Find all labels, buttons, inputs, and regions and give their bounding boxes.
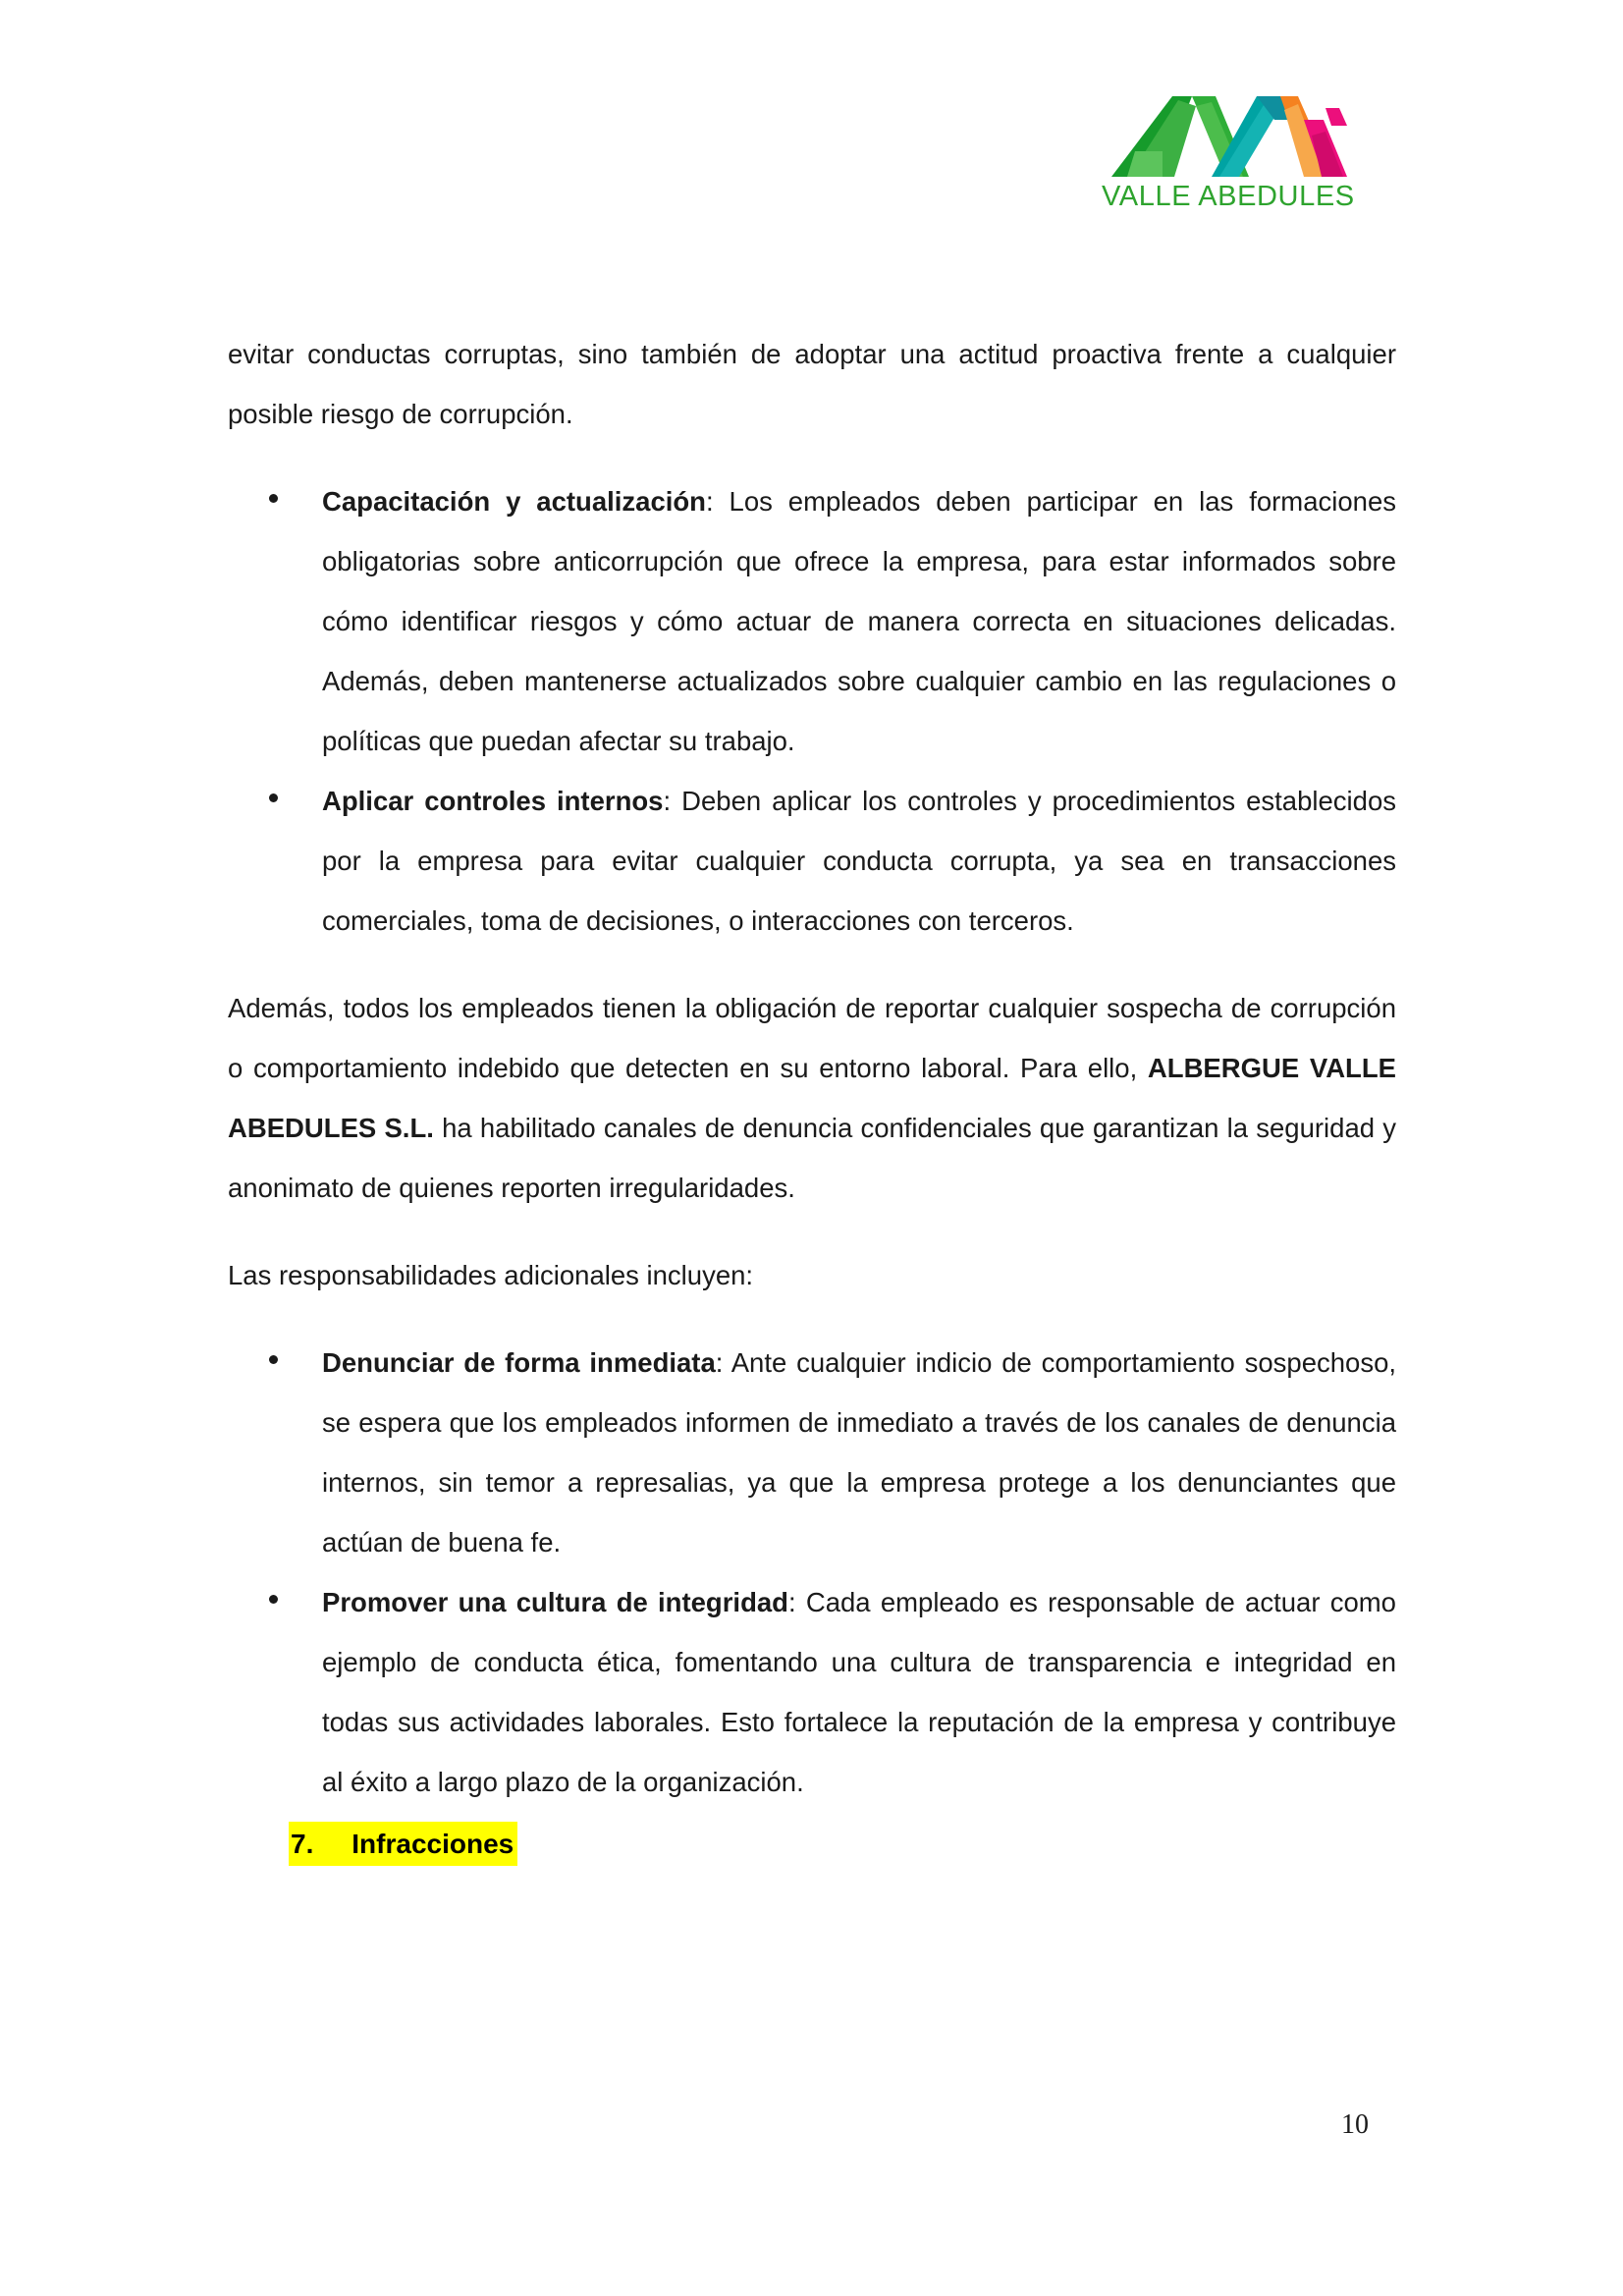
list-item-body: Deben aplicar los controles y procedimientos establecidos por la empresa para evitar cualquier conducta corrupta, ya sea en transacciones comerciales, toma de decisiones, o interacciones con terceros. [322, 786, 1396, 936]
list-item [228, 771, 1396, 951]
paragraph-text-before: Además, todos los empleados tienen la obligación de reportar cualquier sospecha de corrupción o comportamiento indebido que detecten en su entorno laboral. Para ello, [228, 993, 1396, 1083]
bullet-dot-icon [269, 494, 278, 503]
list-item-term: Denunciar de forma inmediata [322, 1347, 716, 1378]
list-item-body: Ante cualquier indicio de comportamiento sospechoso, se espera que los empleados informen de inmediato a través de los canales de denuncia internos, sin temor a represalias, ya que la empresa protege a los denunciantes que actúan de buena fe. [322, 1347, 1397, 1558]
list-item-term: Aplicar controles internos [322, 786, 664, 816]
responsibilities-list-one [228, 471, 1396, 951]
bullet-dot-icon [269, 1595, 278, 1604]
list-item-body: Cada empleado es responsable de actuar como ejemplo de conducta ética, fomentando una cultura de transparencia e integridad en todas sus actividades laborales. Esto fortalece la reputación de la empresa y contribuye al éxito a largo plazo de la organización. [322, 1587, 1396, 1797]
section-heading-number: 7. [291, 1829, 314, 1859]
list-item-term: Promover una cultura de integridad [322, 1587, 788, 1617]
list-item-text [322, 471, 1396, 771]
list-item-separator: : [787, 1587, 806, 1617]
section-heading-title: Infracciones [352, 1829, 514, 1859]
spacer [228, 1305, 1396, 1333]
list-item [228, 1333, 1396, 1572]
list-item-text [322, 771, 1396, 951]
page-header [0, 0, 1623, 246]
spacer [228, 951, 1396, 978]
additional-responsibilities-lead-in: Las responsabilidades adicionales incluyen: [228, 1260, 754, 1290]
page-number: 10 [1341, 2109, 1369, 2140]
bullet-dot-icon [269, 1355, 278, 1364]
company-logo [1102, 86, 1355, 214]
spacer [228, 444, 1396, 471]
logo-wordmark: VALLE ABEDULES [1102, 181, 1355, 212]
list-item-separator: : [663, 786, 682, 816]
section-heading-highlight [289, 1822, 517, 1866]
list-item-term: Capacitación y actualización [322, 486, 706, 517]
valle-abedules-logo-icon [1102, 86, 1347, 180]
bullet-dot-icon [269, 793, 278, 802]
section-heading-row [228, 1822, 1396, 1866]
list-item-separator: : [715, 1347, 731, 1378]
list-item [228, 471, 1396, 771]
list-item-body: Los empleados deben participar en las formaciones obligatorias sobre anticorrupción que ofrece la empresa, para estar informados sobre cómo identificar riesgos y cómo actuar de manera correcta en situaciones delicadas. Además, deben mantenerse actualizados sobre cualquier cambio en las regulaciones o políticas que puedan afectar su trabajo. [322, 486, 1396, 756]
company-name: ALBERGUE VALLE ABEDULES S.L. [228, 1053, 1396, 1143]
reporting-obligation-paragraph [228, 978, 1396, 1218]
list-item-text [322, 1572, 1396, 1812]
list-item [228, 1572, 1396, 1812]
section-heading-gap [313, 1829, 352, 1859]
paragraph-text-after: ha habilitado canales de denuncia confidenciales que garantizan la seguridad y anonimato de quienes reporten irregularidades. [228, 1113, 1396, 1203]
spacer [228, 1218, 1396, 1245]
list-item-separator: : [705, 486, 730, 517]
page-content [228, 324, 1396, 1866]
responsibilities-list-two [228, 1333, 1396, 1812]
continuation-paragraph: evitar conductas corruptas, sino también de adoptar una actitud proactiva frente a cualquier posible riesgo de corrupción. [228, 339, 1396, 429]
list-item-text [322, 1333, 1396, 1572]
